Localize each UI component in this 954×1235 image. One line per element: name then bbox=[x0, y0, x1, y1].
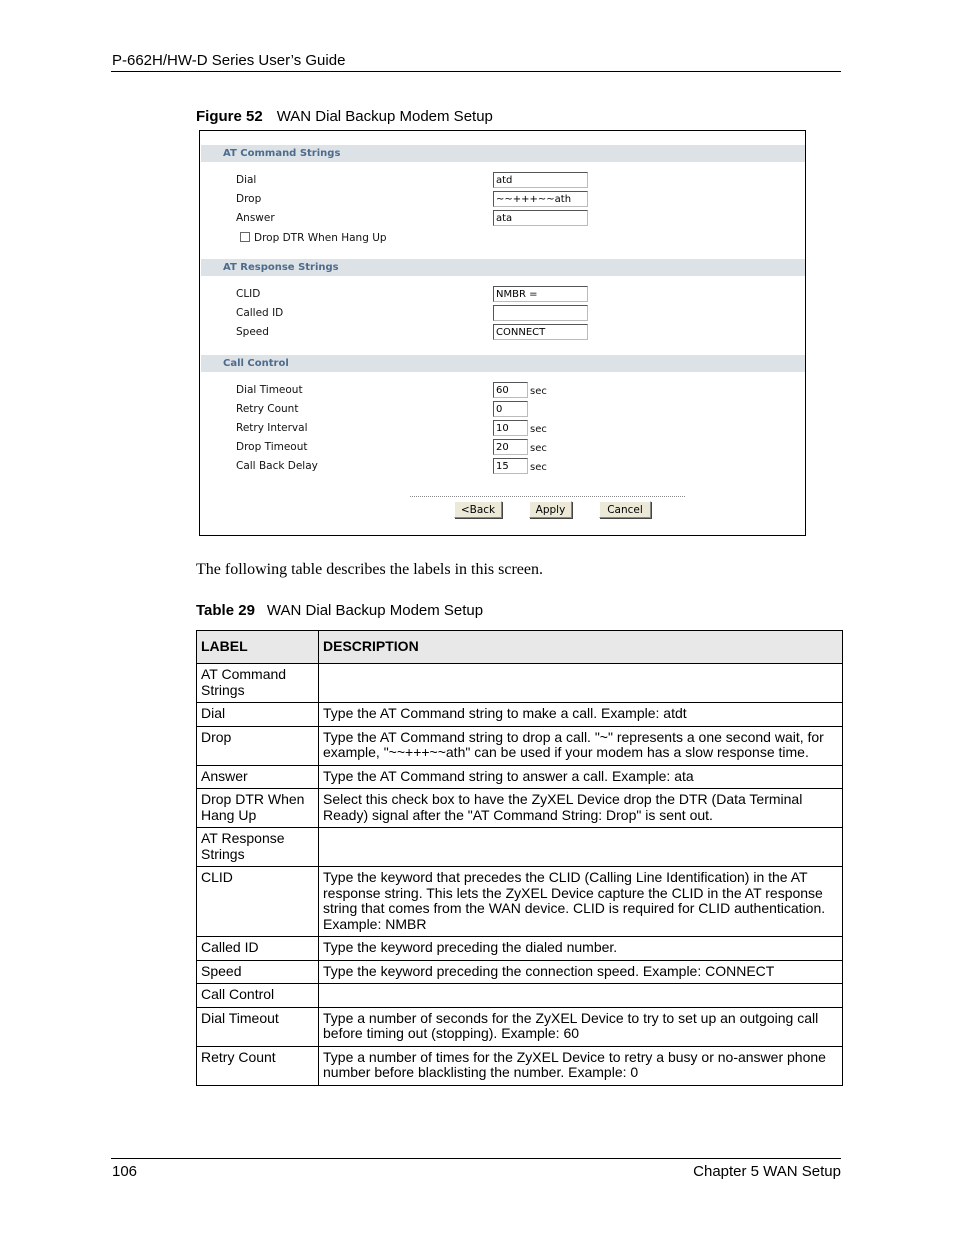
row-label: Answer bbox=[197, 765, 319, 789]
section-call-control: Call Control bbox=[201, 355, 805, 372]
header-rule bbox=[111, 71, 841, 72]
row-label: AT Response Strings bbox=[197, 828, 319, 867]
table-row bbox=[197, 1007, 843, 1046]
section-at-response-strings: AT Response Strings bbox=[201, 259, 805, 276]
drop-label: Drop bbox=[236, 193, 262, 205]
call-back-delay-unit: sec bbox=[530, 462, 547, 473]
clid-input[interactable]: NMBR = bbox=[493, 286, 588, 302]
dial-timeout-label: Dial Timeout bbox=[236, 384, 303, 396]
called-id-input[interactable] bbox=[493, 305, 588, 321]
retry-count-label: Retry Count bbox=[236, 403, 299, 415]
row-description bbox=[319, 984, 843, 1008]
retry-interval-input[interactable]: 10 bbox=[493, 420, 528, 436]
speed-input[interactable]: CONNECT bbox=[493, 324, 588, 340]
row-description: Type the AT Command string to make a call. Example: atdt bbox=[319, 703, 843, 727]
drop-dtr-label: Drop DTR When Hang Up bbox=[254, 232, 387, 244]
row-label: Drop bbox=[197, 726, 319, 765]
row-label: Speed bbox=[197, 960, 319, 984]
dial-timeout-input[interactable]: 60 bbox=[493, 382, 528, 398]
table-row bbox=[197, 828, 843, 867]
row-label: Call Control bbox=[197, 984, 319, 1008]
row-description: Type a number of seconds for the ZyXEL Device to try to set up an outgoing call before timing out (stopping). Example: 60 bbox=[319, 1007, 843, 1046]
table-row bbox=[197, 867, 843, 937]
label-description-table bbox=[196, 630, 843, 1086]
table-row bbox=[197, 789, 843, 828]
row-description: Type the keyword preceding the connection speed. Example: CONNECT bbox=[319, 960, 843, 984]
cancel-button[interactable]: Cancel bbox=[599, 501, 651, 518]
table-header-row bbox=[197, 631, 843, 664]
modem-setup-screenshot bbox=[199, 130, 806, 536]
call-back-delay-label: Call Back Delay bbox=[236, 460, 318, 472]
row-description: Type the AT Command string to drop a call. "~" represents a one second wait, for example, "~~+++~~ath" can be used if your modem has a slow response time. bbox=[319, 726, 843, 765]
row-description: Type the keyword that precedes the CLID (Calling Line Identification) in the AT response string. This lets the ZyXEL Device capture the CLID in the AT response string that comes from the WAN device. CLID is required for CLID authentication. Example: NMBR bbox=[319, 867, 843, 937]
section-at-command-strings: AT Command Strings bbox=[201, 145, 805, 162]
row-description: Select this check box to have the ZyXEL Device drop the DTR (Data Terminal Ready) signal after the "AT Command String: Drop" is sent out. bbox=[319, 789, 843, 828]
called-id-label: Called ID bbox=[236, 307, 284, 319]
intro-paragraph: The following table describes the labels in this screen. bbox=[196, 561, 544, 578]
header-description: DESCRIPTION bbox=[319, 631, 843, 664]
row-description: Type the keyword preceding the dialed number. bbox=[319, 937, 843, 961]
row-label: Dial bbox=[197, 703, 319, 727]
table-title: WAN Dial Backup Modem Setup bbox=[266, 602, 484, 619]
dial-timeout-unit: sec bbox=[530, 386, 547, 397]
dial-input[interactable]: atd bbox=[493, 172, 588, 188]
figure-number: Figure 52 bbox=[196, 108, 263, 125]
row-label: Called ID bbox=[197, 937, 319, 961]
running-header: P-662H/HW-D Series User’s Guide bbox=[112, 52, 346, 69]
row-description: Type the AT Command string to answer a call. Example: ata bbox=[319, 765, 843, 789]
speed-label: Speed bbox=[236, 326, 269, 338]
table-number: Table 29 bbox=[196, 602, 255, 619]
table-row bbox=[197, 726, 843, 765]
clid-label: CLID bbox=[236, 288, 261, 300]
footer-rule bbox=[111, 1158, 841, 1159]
page-number: 106 bbox=[112, 1163, 138, 1180]
row-description: Type a number of times for the ZyXEL Device to retry a busy or no-answer phone number before blacklisting the number. Example: 0 bbox=[319, 1046, 843, 1085]
retry-interval-unit: sec bbox=[530, 424, 547, 435]
table-row bbox=[197, 703, 843, 727]
row-description bbox=[319, 664, 843, 703]
table-row bbox=[197, 984, 843, 1008]
drop-timeout-unit: sec bbox=[530, 443, 547, 454]
drop-timeout-input[interactable]: 20 bbox=[493, 439, 528, 455]
apply-button[interactable]: Apply bbox=[529, 501, 572, 518]
table-row bbox=[197, 960, 843, 984]
row-label: CLID bbox=[197, 867, 319, 937]
drop-timeout-label: Drop Timeout bbox=[236, 441, 308, 453]
table-caption bbox=[196, 602, 483, 619]
table-row bbox=[197, 664, 843, 703]
row-label: Retry Count bbox=[197, 1046, 319, 1085]
retry-count-input[interactable]: 0 bbox=[493, 401, 528, 417]
header-label: LABEL bbox=[197, 631, 319, 664]
figure-title: WAN Dial Backup Modem Setup bbox=[276, 108, 493, 125]
answer-input[interactable]: ata bbox=[493, 210, 588, 226]
chapter-title: Chapter 5 WAN Setup bbox=[693, 1163, 841, 1180]
table-row bbox=[197, 1046, 843, 1085]
table-row bbox=[197, 937, 843, 961]
figure-caption bbox=[196, 108, 493, 125]
retry-interval-label: Retry Interval bbox=[236, 422, 308, 434]
row-label: AT Command Strings bbox=[197, 664, 319, 703]
row-label: Drop DTR When Hang Up bbox=[197, 789, 319, 828]
call-back-delay-input[interactable]: 15 bbox=[493, 458, 528, 474]
drop-dtr-checkbox[interactable] bbox=[240, 232, 250, 242]
table-row bbox=[197, 765, 843, 789]
row-label: Dial Timeout bbox=[197, 1007, 319, 1046]
row-description bbox=[319, 828, 843, 867]
dial-label: Dial bbox=[236, 174, 257, 186]
button-divider bbox=[410, 496, 685, 497]
back-button[interactable]: <Back bbox=[454, 501, 502, 518]
drop-input[interactable]: ~~+++~~ath bbox=[493, 191, 588, 207]
answer-label: Answer bbox=[236, 212, 275, 224]
